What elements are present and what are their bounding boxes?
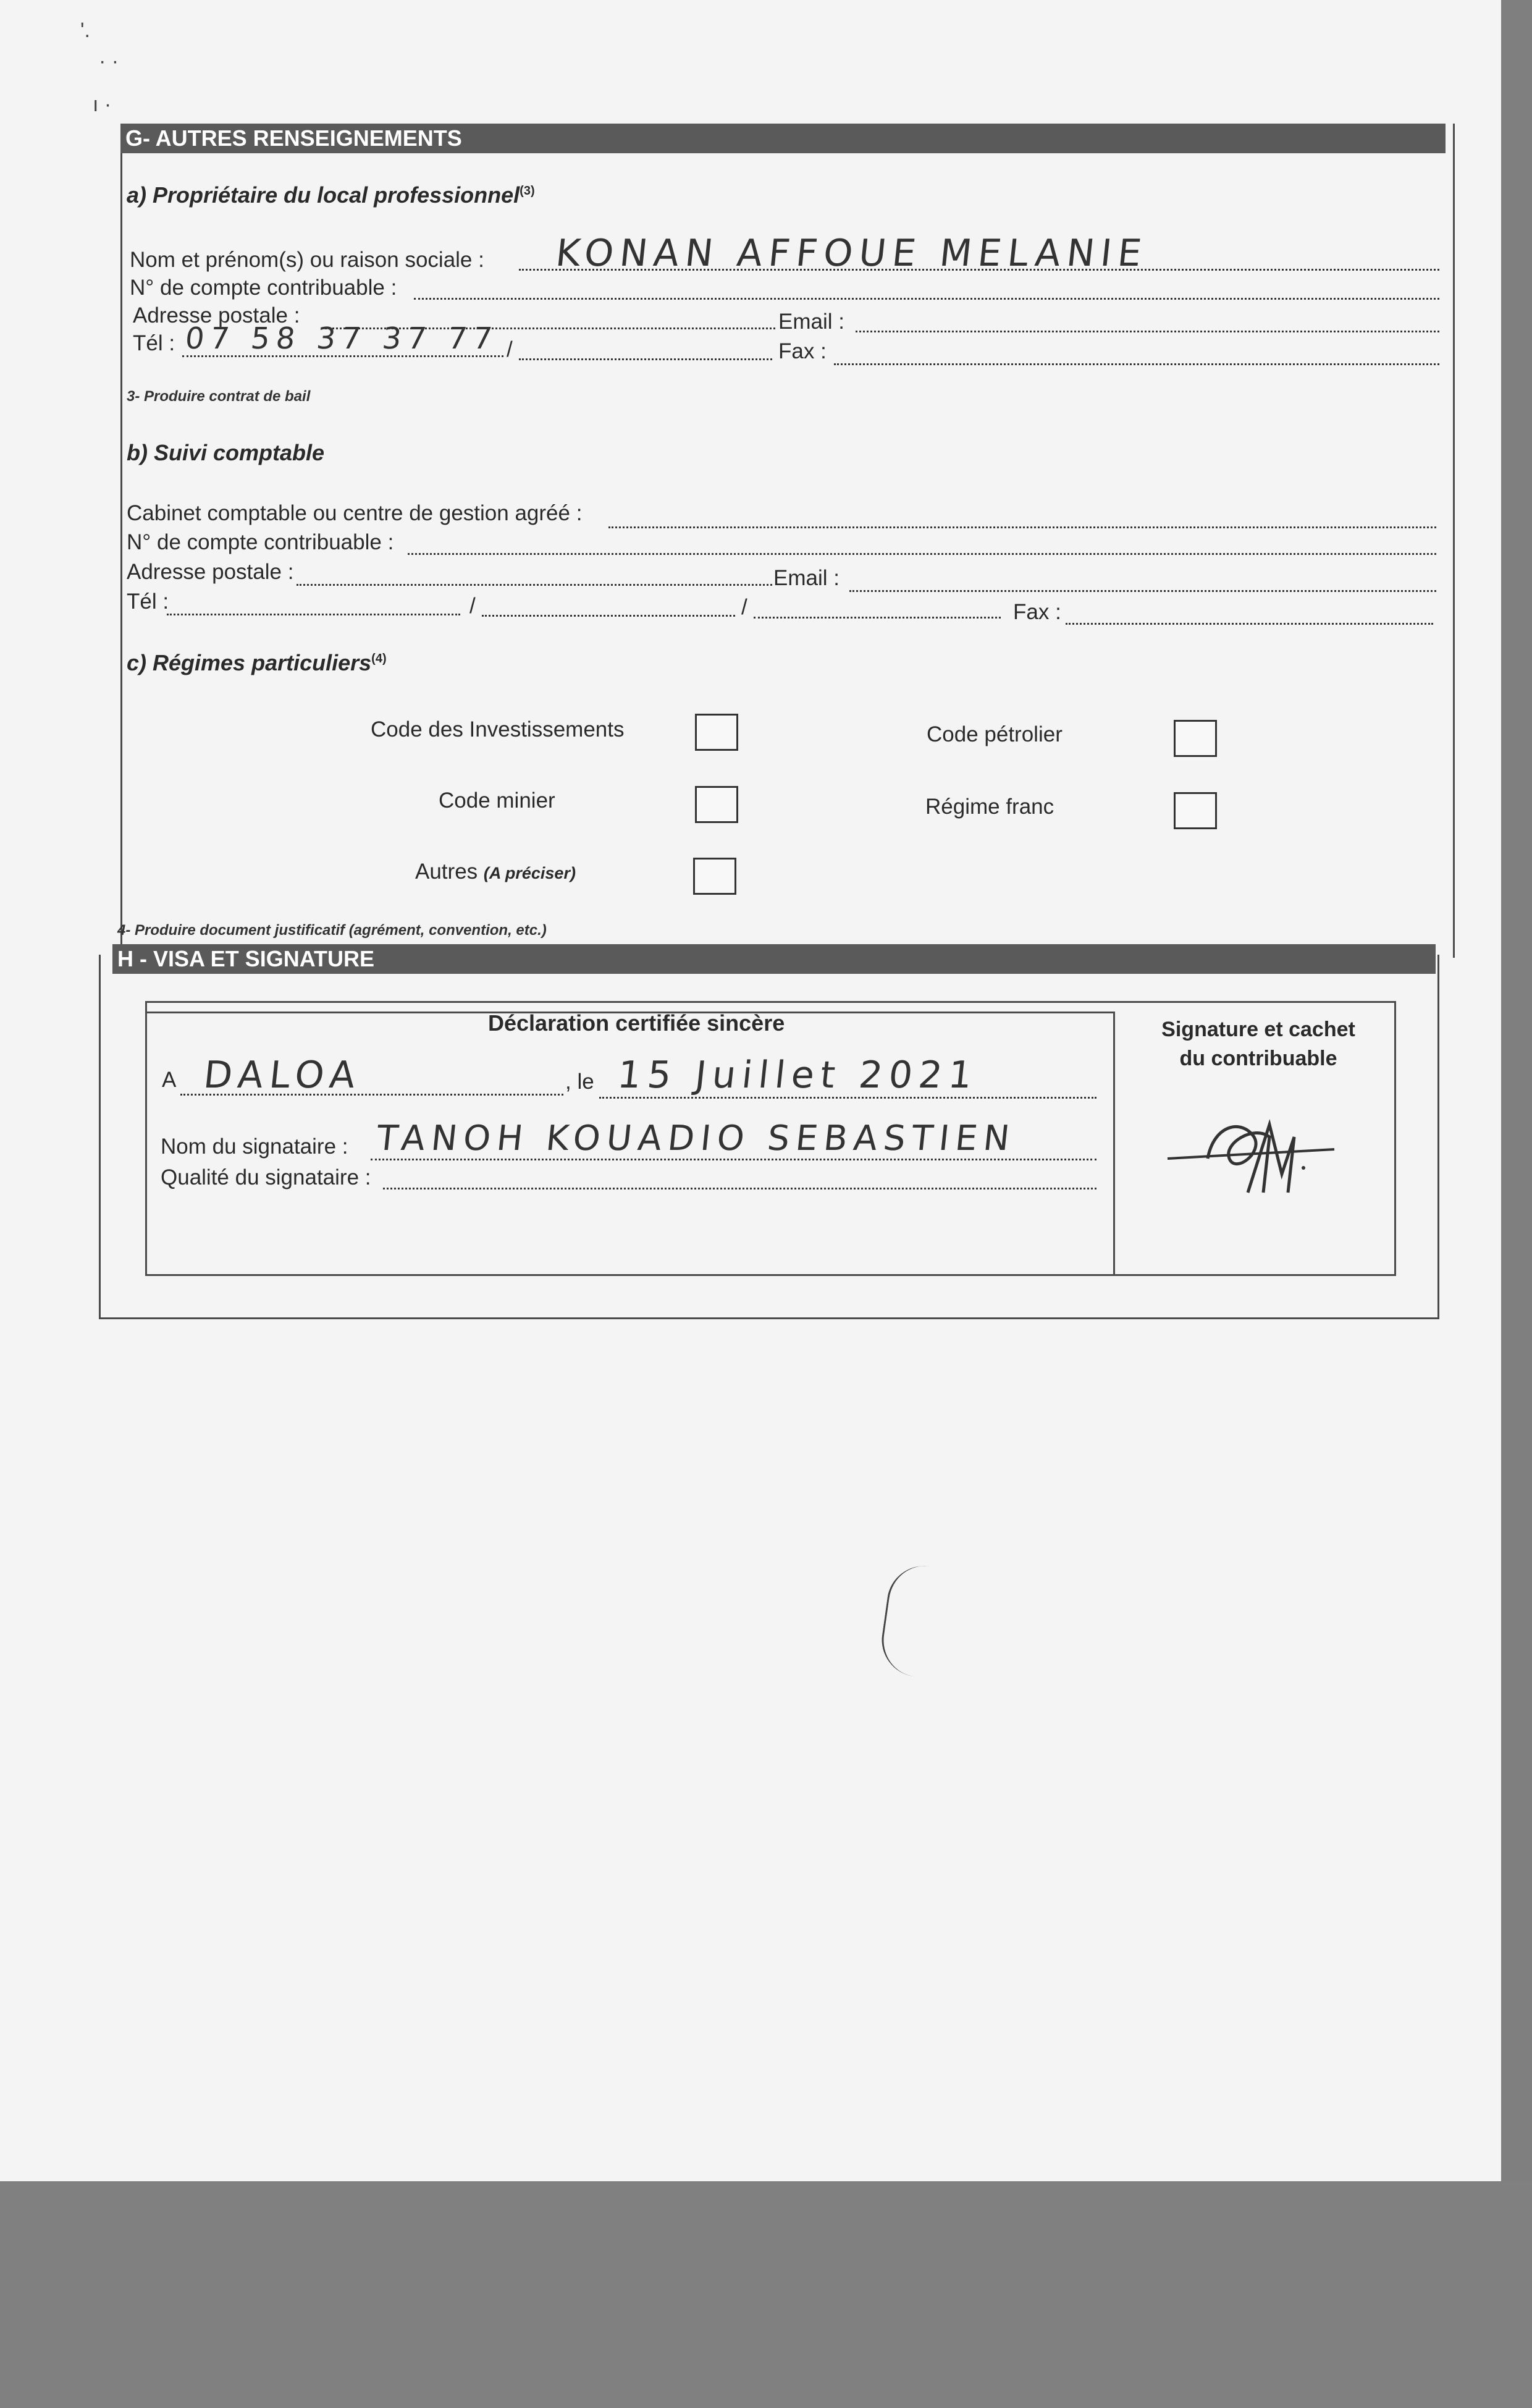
signature-title-line2: du contribuable [1179,1047,1337,1070]
owner-account-field[interactable] [414,298,1439,300]
owner-email-field[interactable] [856,331,1439,332]
cabinet-field[interactable] [608,526,1436,528]
cabinet-label: Cabinet comptable ou centre de gestion agréé : [127,501,583,525]
owner-tel-value: 07 58 37 37 77 [183,321,500,356]
signature-title-line1: Signature et cachet [1161,1018,1355,1041]
accounting-slash-1: / [469,594,476,618]
regime-investissements-checkbox[interactable] [695,714,738,751]
accounting-slash-2: / [741,595,747,619]
regime-autres-label: Autres (A préciser) [415,860,576,884]
signer-quality-label: Qualité du signataire : [161,1165,371,1189]
scan-mark: ı · [93,93,112,116]
owner-email-label: Email : [778,310,844,334]
owner-name-label: Nom et prénom(s) ou raison sociale : [130,248,484,272]
accounting-fax-label: Fax : [1013,600,1061,624]
regime-franc-label: Régime franc [925,795,1054,819]
place-label: A [162,1068,177,1092]
accounting-email-label: Email : [773,566,840,590]
regime-minier-checkbox[interactable] [695,786,738,823]
declaration-title: Déclaration certifiée sincère [488,1010,785,1036]
signer-quality-field[interactable] [383,1188,1096,1189]
accounting-tel3-field[interactable] [754,617,1001,619]
accounting-email-field[interactable] [849,590,1436,592]
accounting-account-label: N° de compte contribuable : [127,530,394,554]
date-label: , le [565,1070,594,1094]
note-3: 3- Produire contrat de bail [127,388,311,405]
owner-fax-field[interactable] [834,363,1439,365]
regime-investissements-label: Code des Investissements [371,717,625,741]
regime-autres-checkbox[interactable] [693,858,736,895]
section-h-header: H - VISA ET SIGNATURE [112,944,1436,974]
accounting-subtitle: b) Suivi comptable [127,440,325,465]
regime-petrolier-label: Code pétrolier [927,722,1063,746]
handwritten-signature [1161,1100,1347,1205]
owner-name-value: KONAN AFFOUE MELANIE [553,232,1150,275]
date-value: 15 Juillet 2021 [615,1054,981,1097]
accounting-account-field[interactable] [408,553,1436,555]
regime-petrolier-checkbox[interactable] [1174,720,1217,757]
scan-stroke-mark [877,1561,931,1676]
signer-name-label: Nom du signataire : [161,1134,348,1159]
signer-name-field[interactable] [371,1159,1096,1160]
signer-name-value: TANOH KOUADIO SEBASTIEN [374,1118,1018,1159]
note-4: 4- Produire document justificatif (agrément, convention, etc.) [117,922,547,939]
accounting-tel-field[interactable] [167,614,460,615]
section-g-header: G- AUTRES RENSEIGNEMENTS [120,124,1446,153]
date-field[interactable] [599,1097,1096,1099]
owner-subtitle: a) Propriétaire du local professionnel$^{(3)}$ [127,182,535,208]
accounting-tel2-field[interactable] [482,615,735,617]
accounting-address-label: Adresse postale : [127,560,294,584]
owner-fax-label: Fax : [778,339,827,363]
accounting-address-field[interactable] [297,584,772,586]
accounting-tel-label: Tél : [127,589,169,614]
owner-tel2-field[interactable] [519,358,772,360]
regimes-subtitle: c) Régimes particuliers$^{(4)}$ [127,650,387,675]
scan-mark: ʹ. [80,19,90,42]
regime-franc-checkbox[interactable] [1174,792,1217,829]
scan-mark: · · [99,49,119,73]
scan-background-band [0,2181,1532,2408]
regime-minier-label: Code minier [439,788,555,813]
owner-tel-label: Tél : [133,331,175,355]
owner-account-label: N° de compte contribuable : [130,276,397,300]
place-value: DALOA [201,1054,364,1097]
accounting-fax-field[interactable] [1066,623,1433,625]
owner-tel-slash: / [507,337,513,361]
owner-address-label: Adresse postale : [133,303,300,327]
